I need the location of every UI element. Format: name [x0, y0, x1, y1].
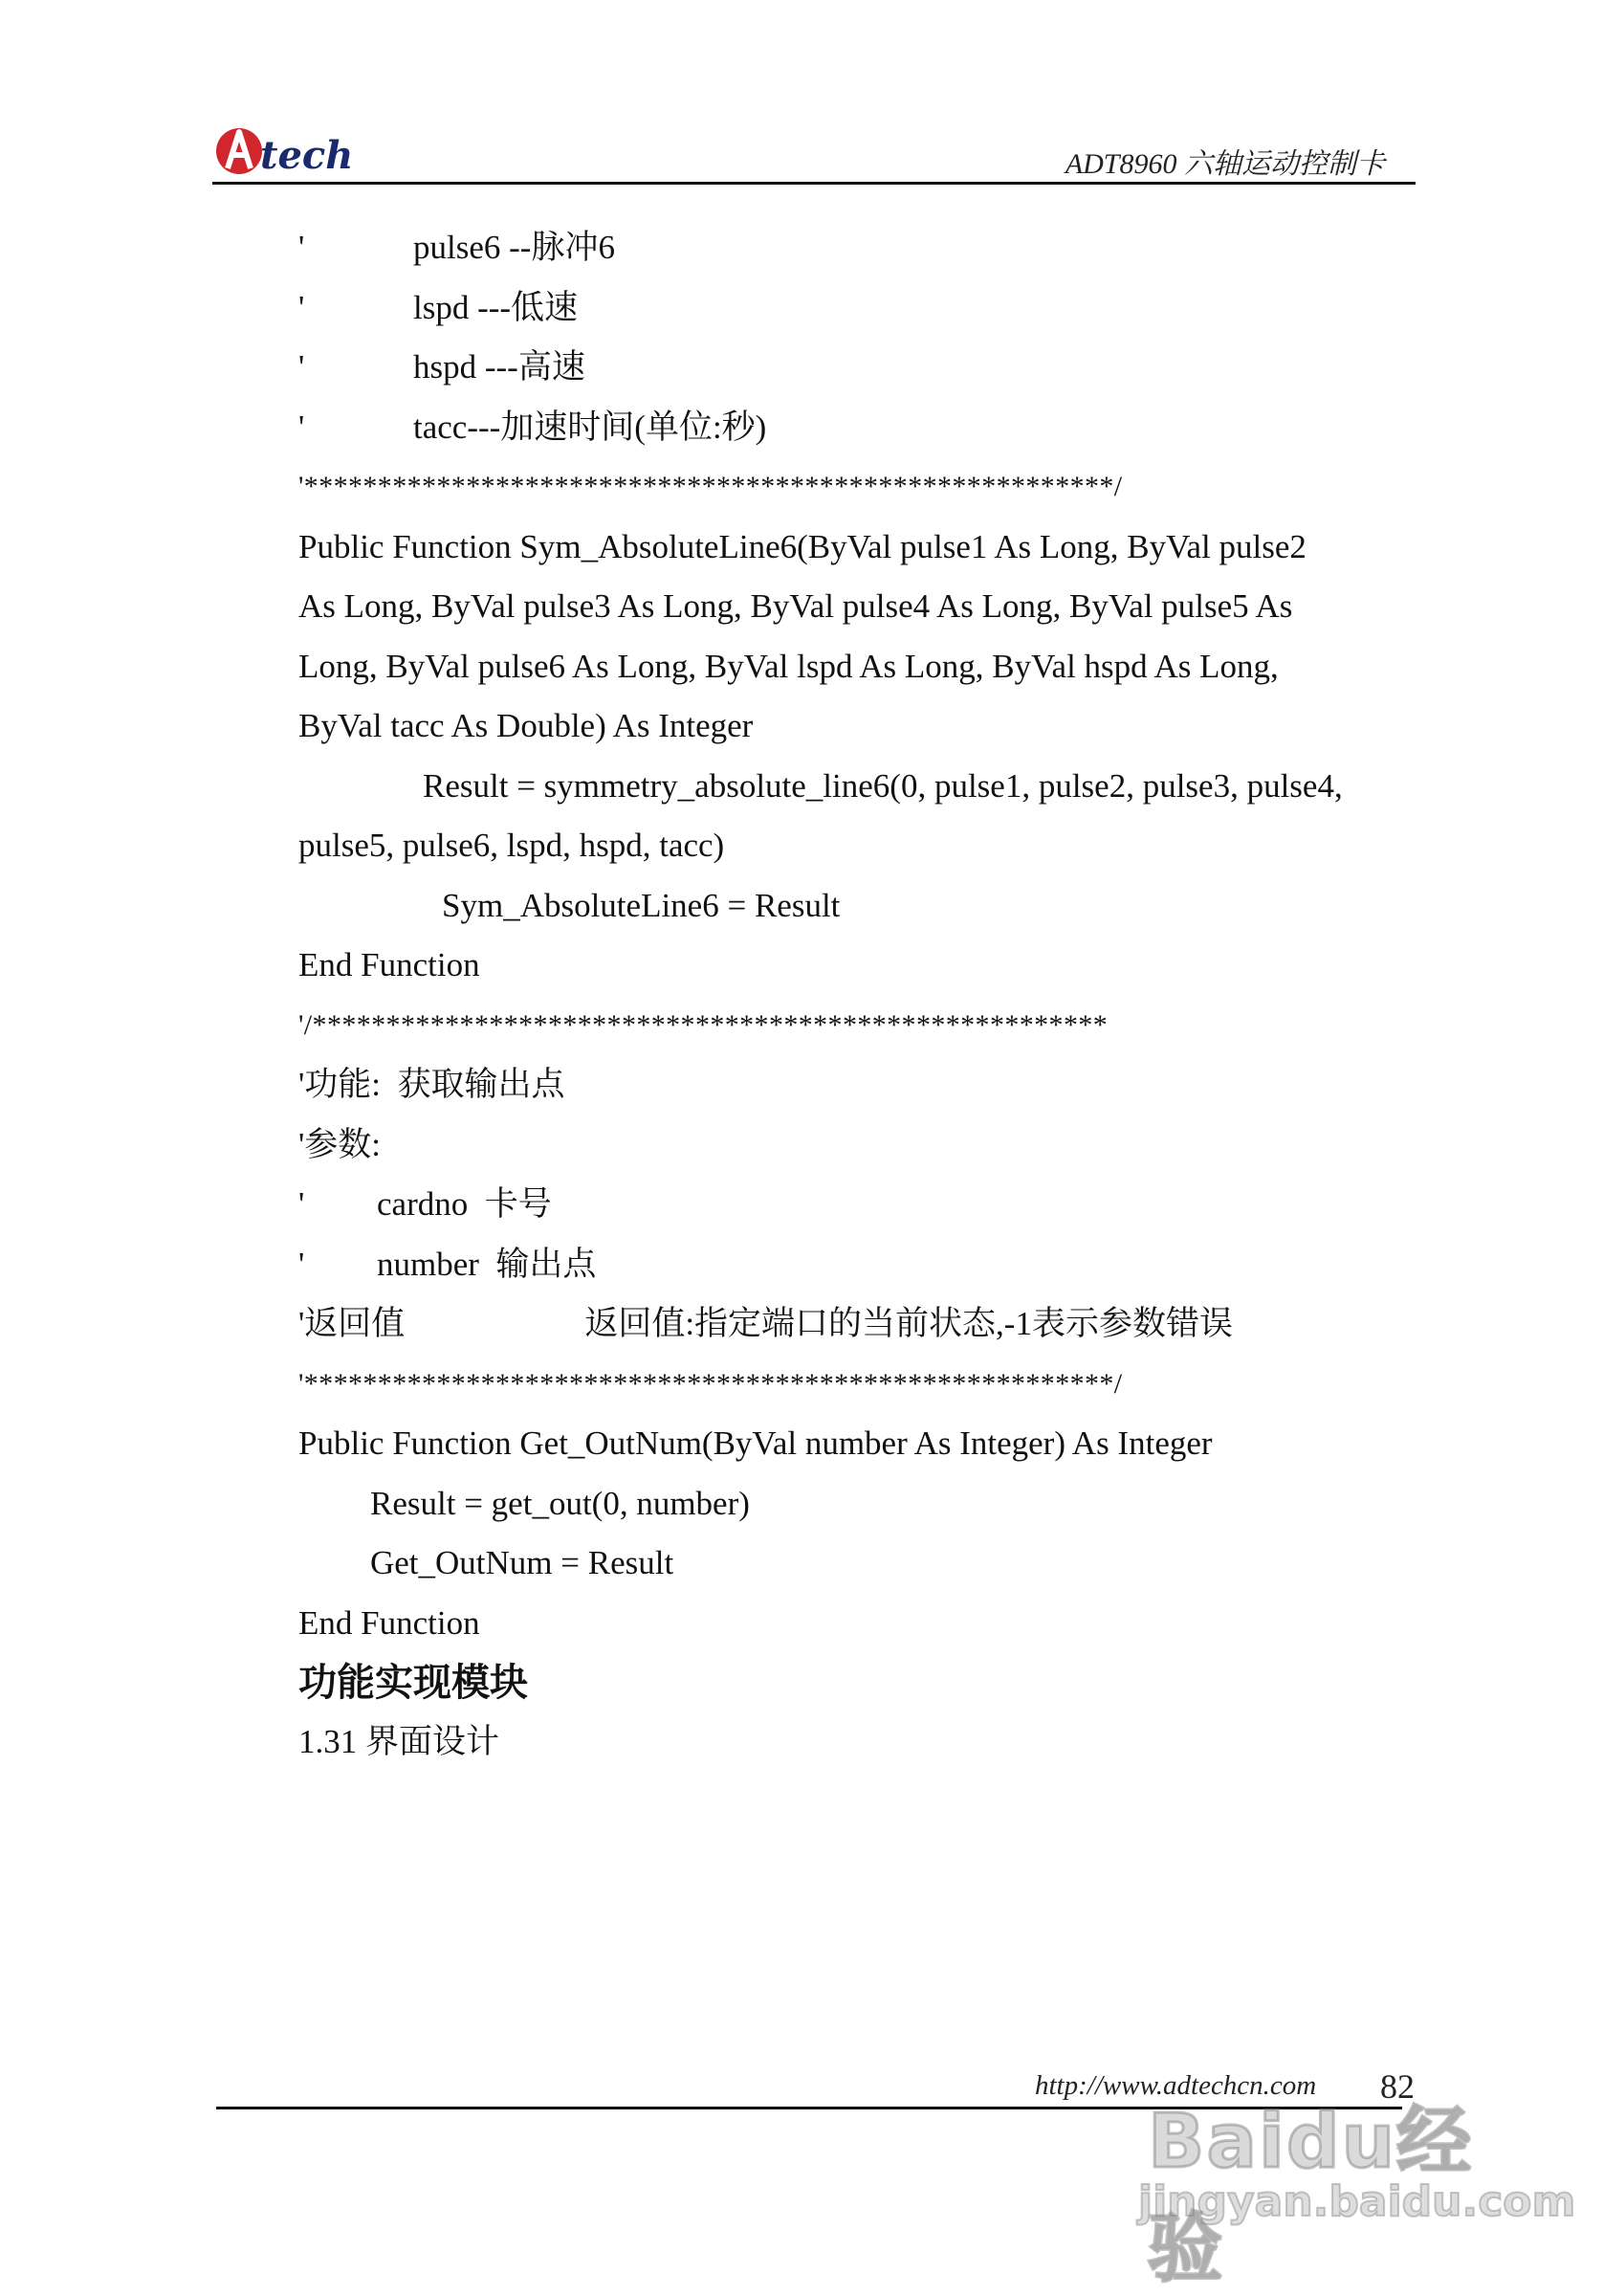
code-line: Result = get_out(0, number) — [370, 1484, 750, 1522]
watermark-url: jingyan.baidu.com — [1138, 2177, 1576, 2226]
comment-separator: '*******************************************************/ — [298, 1367, 1123, 1400]
comment-line: ' hspd ---高速 — [298, 348, 585, 386]
page-number: 82 — [1380, 2067, 1415, 2106]
comment-line: ' tacc---加速时间(单位:秒) — [298, 408, 767, 446]
code-line: Public Function Sym_AbsoluteLine6(ByVal pulse1 As Long, ByVal pulse2 — [298, 527, 1307, 565]
code-line: Sym_AbsoluteLine6 = Result — [442, 886, 841, 924]
comment-line: ' pulse6 --脉冲6 — [298, 229, 615, 266]
section-heading: 功能实现模块 — [298, 1661, 528, 1705]
comment-separator: '/****************************************************** — [298, 1008, 1109, 1041]
code-line: As Long, ByVal pulse3 As Long, ByVal pulse4 As Long, ByVal pulse5 As — [298, 587, 1293, 625]
adtech-logo — [214, 122, 367, 178]
page-content — [298, 218, 1427, 1773]
svg-text:tech: tech — [260, 133, 354, 178]
header-title: ADT8960 六轴运动控制卡 — [1065, 148, 1385, 180]
header-divider — [212, 182, 1416, 185]
comment-line: ' cardno 卡号 — [298, 1185, 552, 1223]
comment-line: '功能: 获取输出点 — [298, 1066, 565, 1103]
subsection-heading: 1.31 界面设计 — [298, 1723, 500, 1760]
comment-line: '参数: — [298, 1125, 382, 1163]
comment-line: '返回值 返回值:指定端口的当前状态,-1表示参数错误 — [298, 1305, 1233, 1342]
comment-separator: '*******************************************************/ — [298, 471, 1123, 502]
code-line: Long, ByVal pulse6 As Long, ByVal lspd As Long, ByVal hspd As Long, — [298, 647, 1279, 685]
comment-line: ' number 输出点 — [298, 1245, 597, 1283]
code-line: ByVal tacc As Double) As Integer — [298, 707, 754, 744]
footer-url: http://www.adtechcn.com — [1035, 2070, 1317, 2101]
code-line: End Function — [298, 946, 480, 983]
watermark — [1138, 2082, 1576, 2292]
code-line: Result = symmetry_absolute_line6(0, pulse1, pulse2, pulse3, pulse4, — [423, 766, 1343, 805]
code-line: Public Function Get_OutNum(ByVal number As Integer) As Integer — [298, 1424, 1213, 1462]
watermark-brand: Baidu经验 — [1148, 2099, 1474, 2292]
comment-line: ' lspd ---低速 — [298, 288, 579, 326]
code-line: End Function — [298, 1603, 480, 1642]
code-line: pulse5, pulse6, lspd, hspd, tacc) — [298, 827, 725, 864]
code-line: Get_OutNum = Result — [370, 1544, 674, 1581]
